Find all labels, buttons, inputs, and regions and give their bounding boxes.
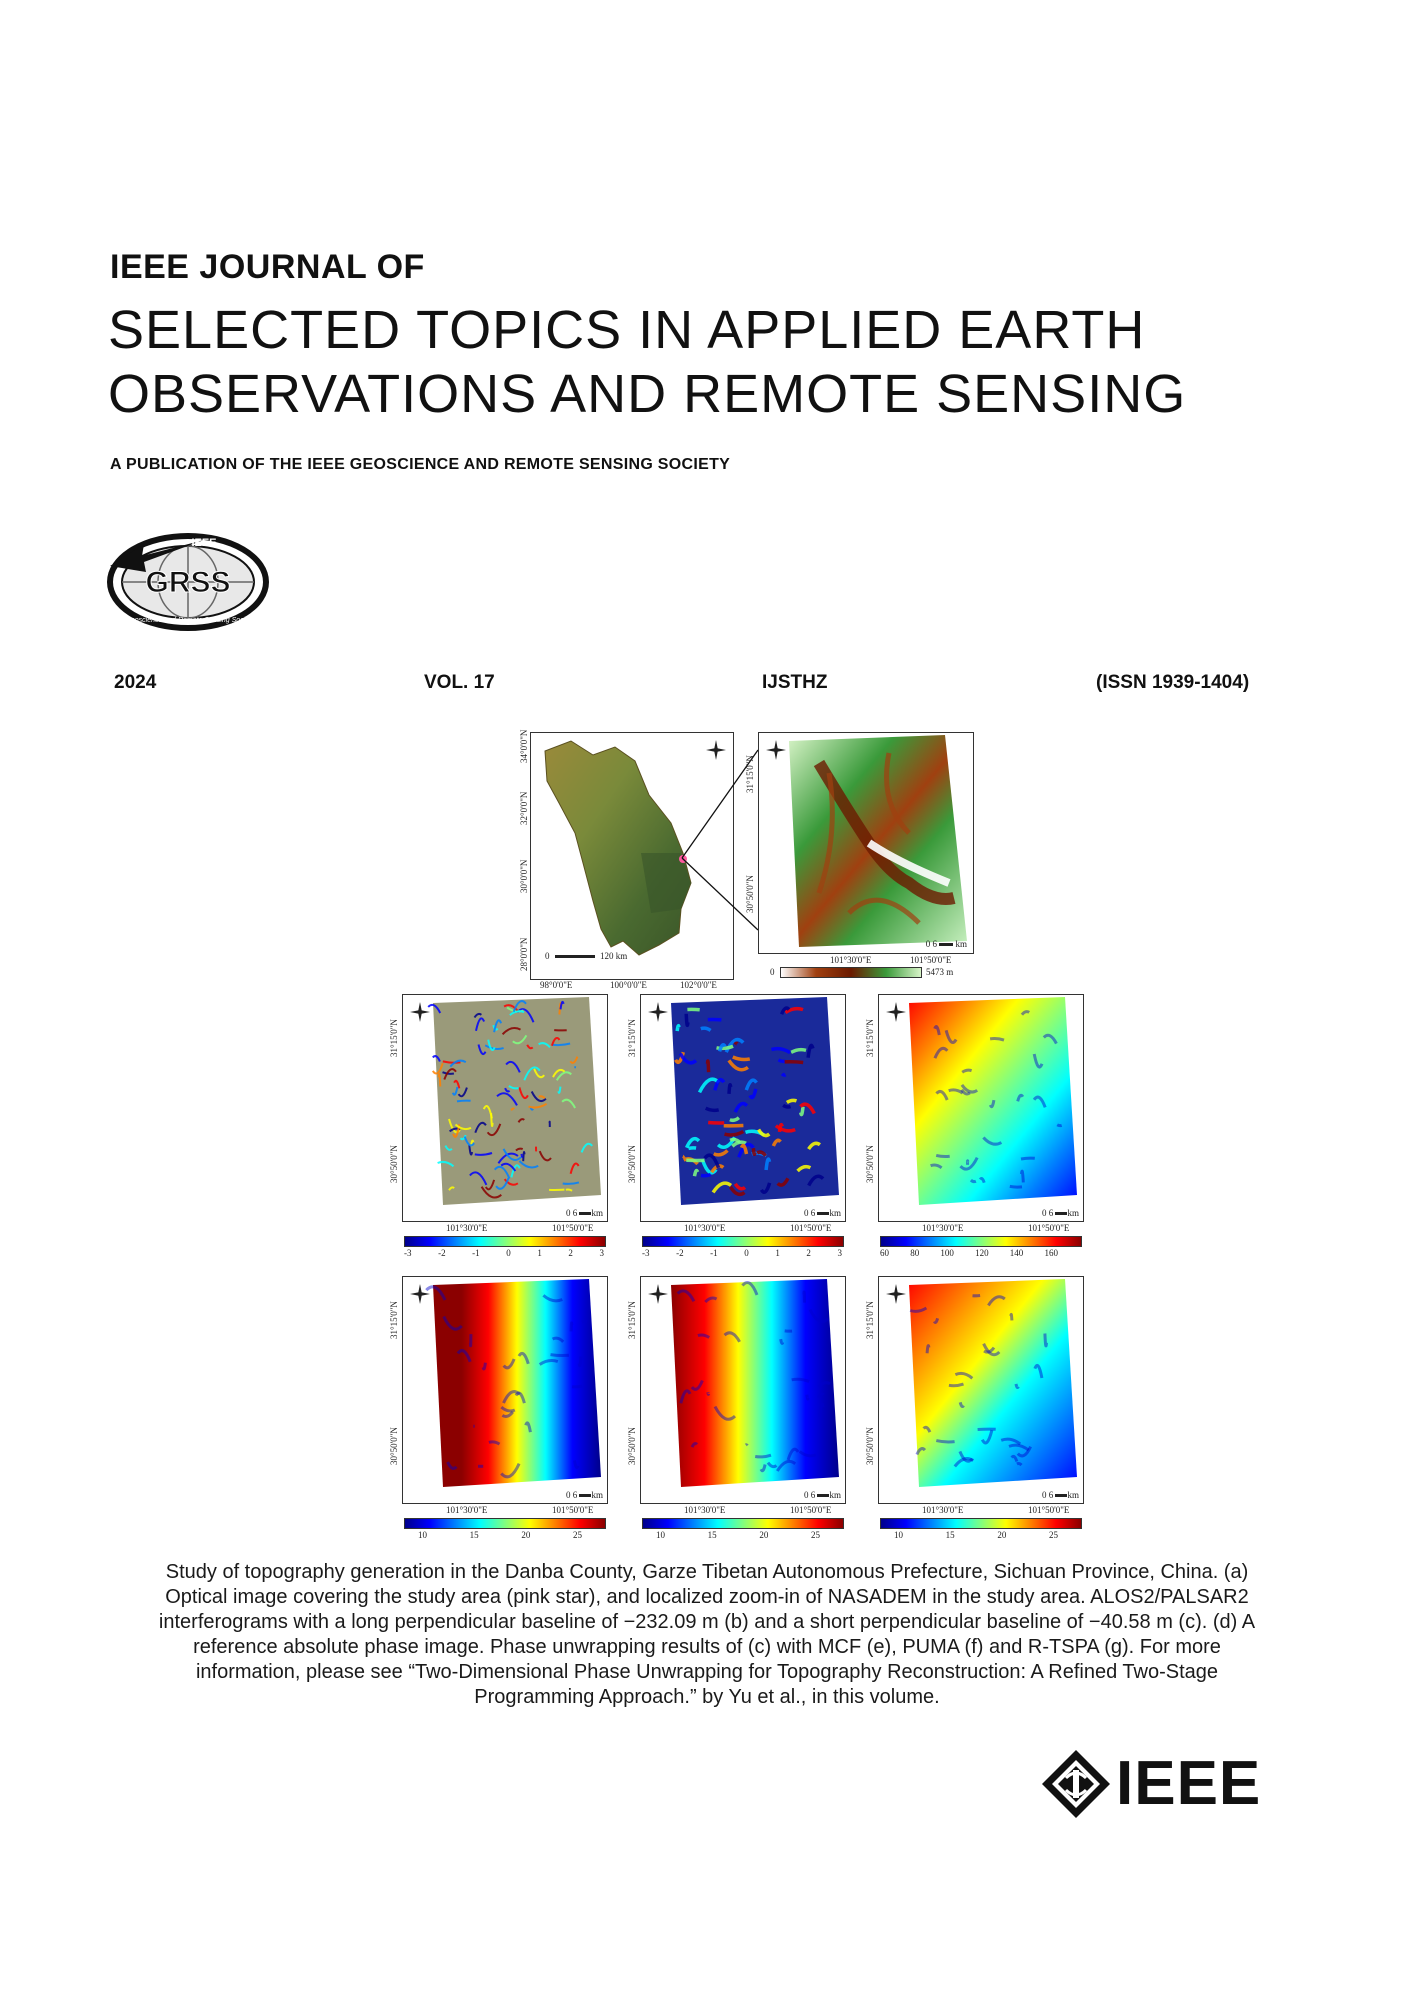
colorbar-tick-label: 15: [707, 1530, 717, 1540]
colorbar-tick-label: 160: [1044, 1248, 1058, 1258]
lon-label: 101°30'0"E: [446, 1223, 488, 1233]
ieee-wordmark: IEEE: [1116, 1749, 1262, 1818]
lat-label: 32°0'0"N: [519, 791, 529, 825]
phase-panel-tspa: [865, 1276, 1084, 1504]
colorbar-tick-label: 3: [837, 1248, 842, 1258]
panel-a-dem-zoom: [745, 732, 974, 954]
colorbar-tick-label: -1: [472, 1248, 480, 1258]
scale-bar: 0 6 km: [565, 1490, 603, 1500]
colorbar-tick-label: 10: [894, 1530, 903, 1540]
nasadem-image: [759, 733, 973, 953]
lat-label: 31°15'0"N: [745, 755, 755, 793]
colorbar-tick-label: 60: [880, 1248, 889, 1258]
lon-label: 101°50'0"E: [790, 1505, 832, 1515]
issue-volume: VOL. 17: [424, 672, 495, 693]
colorbar-ticks: [642, 1530, 842, 1540]
colorbar-ticks: [880, 1530, 1080, 1540]
north-arrow-icon: [647, 1283, 669, 1305]
colorbar-max: 5473 m: [926, 967, 954, 977]
colorbar-tick-label: 25: [810, 1530, 820, 1540]
grss-logo: [104, 526, 272, 638]
colorbar-ticks: [404, 1530, 604, 1540]
colorbar: [642, 1236, 844, 1247]
north-arrow-icon: [885, 1001, 907, 1023]
phase-image: [403, 1277, 607, 1503]
lat-label: 28°0'0"N: [519, 937, 529, 971]
north-arrow-icon: [409, 1283, 431, 1305]
lon-label: 101°50'0"E: [552, 1223, 594, 1233]
colorbar-tick-label: 100: [940, 1248, 954, 1258]
colorbar-tick-label: -1: [710, 1248, 718, 1258]
colorbar-tick-label: 20: [521, 1530, 531, 1540]
lat-label: 30°50'0"N: [627, 1427, 637, 1465]
lat-label: 30°50'0"N: [627, 1145, 637, 1183]
lat-label: 31°15'0"N: [389, 1019, 399, 1057]
issue-year: 2024: [114, 672, 157, 693]
colorbar-tick-label: 80: [910, 1248, 920, 1258]
lat-label: 30°50'0"N: [865, 1145, 875, 1183]
lat-label: 31°15'0"N: [865, 1301, 875, 1339]
colorbar-tick-label: 25: [572, 1530, 582, 1540]
scale-bar: 0 120 km: [545, 951, 628, 961]
colorbar-tick-label: 0: [744, 1248, 749, 1258]
issn: (ISSN 1939-1404): [1096, 672, 1250, 693]
figure-caption: Study of topography generation in the Danba County, Garze Tibetan Autonomous Prefecture, Sichuan Province, China. (a) Optical image covering the study area (pink star), and localized zoom-in of NASADEM in the study area. ALOS2/PALSAR2 interferograms with a long perpendicular baseline of −232.09 m (b) and a short perpendicular baseline of −40.58 m (c). (d) A reference absolute phase image. Phase unwrapping results of (c) with MCF (e), PUMA (f) and R-TSPA (g). For more information, please see “Two-Dimensional Phase Unwrapping for Topography Reconstruction: A Refined Two-Stage Programming Approach.” by Yu et al., in this volume.: [158, 1561, 1256, 1708]
ieee-logo: [1040, 1748, 1280, 1820]
scale-bar: 0 6 km: [925, 939, 967, 949]
lat-label: 30°50'0"N: [745, 875, 755, 913]
colorbar-tick-label: 1: [537, 1248, 542, 1258]
lat-label: 34°0'0"N: [519, 729, 529, 763]
colorbar: [642, 1518, 844, 1529]
colorbar-ticks: [880, 1248, 1080, 1258]
journal-title-prefix: IEEE JOURNAL OF: [110, 248, 425, 286]
lon-label: 101°50'0"E: [910, 955, 952, 965]
colorbar-tick-label: 15: [945, 1530, 955, 1540]
scale-bar: 0 6 km: [565, 1208, 603, 1218]
lat-label: 31°15'0"N: [865, 1019, 875, 1057]
colorbar-tick-label: 3: [599, 1248, 604, 1258]
north-arrow-icon: [885, 1283, 907, 1305]
journal-title-line1: SELECTED TOPICS IN APPLIED EARTH: [108, 300, 1146, 360]
scale-bar: 0 6 km: [1041, 1208, 1079, 1218]
colorbar-tick-label: 0: [506, 1248, 511, 1258]
lon-label: 101°30'0"E: [922, 1223, 964, 1233]
colorbar-tick-label: 10: [418, 1530, 427, 1540]
phase-panel-abs: [865, 994, 1084, 1222]
colorbar-tick-label: 2: [568, 1248, 573, 1258]
journal-title-line2: OBSERVATIONS AND REMOTE SENSING: [108, 364, 1187, 424]
grss-ring-bottom: Geoscience and Remote Sensing Society: [125, 617, 255, 624]
lon-label: 101°50'0"E: [552, 1505, 594, 1515]
lon-label: 101°30'0"E: [446, 1505, 488, 1515]
lon-label: 102°0'0"E: [680, 980, 717, 990]
colorbar-tick-label: 2: [806, 1248, 811, 1258]
lon-label: 101°50'0"E: [790, 1223, 832, 1233]
colorbar-ticks: [642, 1248, 842, 1258]
colorbar-tick-label: 140: [1009, 1248, 1024, 1258]
lon-label: 101°30'0"E: [684, 1223, 726, 1233]
colorbar-tick-label: 15: [469, 1530, 479, 1540]
colorbar: [880, 1518, 1082, 1529]
scale-bar: 0 6 km: [1041, 1490, 1079, 1500]
scale-bar: 0 6 km: [803, 1490, 841, 1500]
phase-image: [641, 1277, 845, 1503]
lon-label: 101°50'0"E: [1028, 1223, 1070, 1233]
colorbar-ticks: [404, 1248, 604, 1258]
lat-label: 30°0'0"N: [519, 859, 529, 893]
north-arrow-icon: [409, 1001, 431, 1023]
phase-image: [403, 995, 607, 1221]
lat-label: 31°15'0"N: [627, 1019, 637, 1057]
scale-bar: 0 6 km: [803, 1208, 841, 1218]
phase-image: [879, 1277, 1083, 1503]
colorbar-min: 0: [770, 967, 775, 977]
lon-label: 98°0'0"E: [540, 980, 573, 990]
colorbar-tick-label: 20: [759, 1530, 769, 1540]
ieee-diamond-icon: [1040, 1748, 1112, 1820]
lat-label: 30°50'0"N: [865, 1427, 875, 1465]
grss-logo-text: GRSS: [145, 566, 231, 599]
lat-label: 31°15'0"N: [389, 1301, 399, 1339]
colorbar: [880, 1236, 1082, 1247]
lon-label: 101°30'0"E: [922, 1505, 964, 1515]
colorbar-tick-label: -3: [404, 1248, 412, 1258]
phase-image: [879, 995, 1083, 1221]
phase-image: [641, 995, 845, 1221]
phase-panel-fringe2: [627, 994, 846, 1222]
north-arrow-icon: [765, 739, 787, 761]
colorbar-tick-label: 1: [775, 1248, 780, 1258]
north-arrow-icon: [647, 1001, 669, 1023]
colorbar-tick-label: -3: [642, 1248, 650, 1258]
colorbar: [404, 1518, 606, 1529]
phase-panel-fringe: [389, 994, 608, 1222]
lon-label: 101°50'0"E: [1028, 1505, 1070, 1515]
colorbar-tick-label: -2: [676, 1248, 684, 1258]
grss-ring-top: IEEE: [191, 537, 217, 549]
colorbar-tick-label: 25: [1048, 1530, 1058, 1540]
lat-label: 30°50'0"N: [389, 1427, 399, 1465]
phase-panel-puma: [627, 1276, 846, 1504]
colorbar-tick-label: 120: [975, 1248, 989, 1258]
lat-label: 31°15'0"N: [627, 1301, 637, 1339]
lon-label: 100°0'0"E: [610, 980, 647, 990]
colorbar-tick-label: 10: [656, 1530, 665, 1540]
lat-label: 30°50'0"N: [389, 1145, 399, 1183]
journal-code: IJSTHZ: [762, 672, 828, 693]
lon-label: 101°30'0"E: [830, 955, 872, 965]
dem-colorbar: [780, 967, 922, 978]
colorbar-tick-label: -2: [438, 1248, 446, 1258]
phase-panel-mcf: [389, 1276, 608, 1504]
publication-line: A PUBLICATION OF THE IEEE GEOSCIENCE AND REMOTE SENSING SOCIETY: [110, 456, 731, 473]
colorbar: [404, 1236, 606, 1247]
lon-label: 101°30'0"E: [684, 1505, 726, 1515]
colorbar-tick-label: 20: [997, 1530, 1007, 1540]
